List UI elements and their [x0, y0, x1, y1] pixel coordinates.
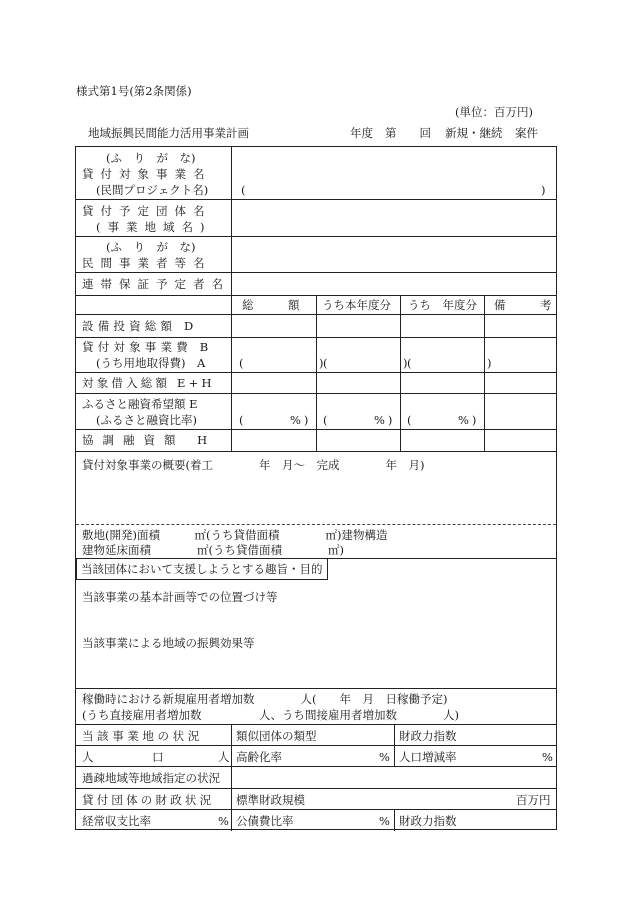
application-form — [75, 146, 557, 830]
col-this-year-header: うち本年度分 — [322, 298, 391, 312]
public-debt-label: 公債費比率 — [236, 814, 294, 828]
land-cost-label: (うち用地取得費) A — [96, 356, 206, 370]
overview-input[interactable] — [80, 475, 550, 521]
case-field: 案件 — [515, 126, 538, 140]
million-yen-unit: 百万円 — [516, 793, 551, 807]
col-year-part-header: うち 年度分 — [408, 298, 477, 312]
furusato-ratio-year-part[interactable]: ( %) — [407, 413, 480, 427]
basic-plan-label: 当該事業の基本計画等での位置づけ等 — [82, 590, 278, 604]
guarantor-input[interactable] — [234, 274, 554, 293]
furigana-label-2: (ふ り が な) — [106, 240, 196, 254]
current-balance-label: 経常収支比率 — [82, 814, 151, 828]
support-purpose-label: 当該団体において支援しようとする趣旨・目的 — [76, 558, 328, 580]
project-name-input[interactable] — [234, 149, 554, 197]
floor-area-label: 建物延床面積 ㎡(うち貸借面積 ㎡) — [82, 543, 344, 557]
col-remarks-header: 備 考 — [494, 298, 552, 312]
employment-line-2: (うち直接雇用者増加数 人、うち間接雇用者増加数 人) — [82, 708, 459, 722]
cooperative-loan-label: 協調融資額 H — [82, 433, 217, 447]
private-operator-label: 民間事業者等名 — [82, 256, 212, 270]
lender-group-label: 貸付予定団体名 — [82, 204, 212, 218]
furusato-ratio-total[interactable]: ( %) — [239, 413, 312, 427]
loan-cost-label: 貸付対象事業費 B — [82, 340, 213, 354]
regional-effect-label: 当該事業による地域の振興効果等 — [82, 636, 255, 650]
furusato-ratio-this-year[interactable]: ( %) — [323, 413, 396, 427]
lender-group-input[interactable] — [234, 201, 554, 234]
standard-finance-label: 標準財政規模 — [236, 793, 305, 807]
fiscal-index-label: 財政力指数 — [399, 729, 457, 743]
furusato-loan-label: ふるさと融資希望額 E — [82, 397, 198, 411]
aging-rate-label: 高齢化率 — [236, 750, 282, 764]
site-status-label: 当該事業地の状況 — [82, 729, 203, 743]
overview-title: 貸付対象事業の概要(着工 年 月～ 完成 年 月) — [82, 458, 425, 472]
project-name-label: 貸付対象事業名 — [82, 167, 212, 181]
unit-label: (単位：百万円) — [455, 105, 533, 119]
employment-line-1: 稼働時における新規雇用者増加数 人( 年 月 日稼働予定) — [82, 692, 448, 706]
furigana-label-1: (ふ り が な) — [106, 151, 196, 165]
fiscal-index-label-2: 財政力指数 — [399, 814, 457, 828]
plan-title: 地域振興民間能力活用事業計画 — [88, 126, 249, 140]
land-cost-total[interactable]: ( ) — [239, 356, 327, 370]
similar-type-label: 類似団体の類型 — [236, 729, 317, 743]
target-borrowing-label: 対象借入総額 E+H — [82, 376, 215, 390]
capital-investment-label: 設備投資総額 D — [82, 319, 198, 333]
project-name-paren-close: ) — [541, 183, 546, 197]
aging-rate-percent: % — [379, 750, 390, 764]
furusato-ratio-label: (ふるさと融資比率) — [96, 413, 197, 427]
col-total-header: 総 額 — [242, 298, 300, 312]
population-change-percent: % — [542, 750, 553, 764]
guarantor-label: 連帯保証予定者名 — [82, 277, 230, 291]
year-field: 年度 — [350, 126, 373, 140]
depopulated-input[interactable] — [234, 768, 554, 786]
public-debt-percent: % — [379, 814, 390, 828]
land-cost-this-year[interactable]: ( ) — [323, 356, 411, 370]
population-change-label: 人口増減率 — [399, 750, 457, 764]
population-unit: 人 — [218, 750, 230, 764]
project-name-paren-open: ( — [241, 183, 246, 197]
private-project-label: (民間プロジェクト名) — [96, 183, 209, 197]
round-field: 第 回 — [385, 126, 431, 140]
depopulated-label: 過疎地域等地域指定の状況 — [82, 771, 220, 785]
site-area-label: 敷地(開発)面積 ㎡(うち貸借面積 ㎡)建物構造 — [82, 528, 388, 542]
current-balance-percent: % — [218, 814, 229, 828]
status-field: 新規・継続 — [445, 126, 503, 140]
region-label: (事業地域名) — [96, 220, 212, 234]
population-label: 人 口 — [82, 750, 170, 764]
private-operator-input[interactable] — [234, 238, 554, 270]
lender-finance-label: 貸付団体の財政状況 — [82, 793, 215, 807]
land-cost-year-part[interactable]: ( ) — [407, 356, 495, 370]
form-number: 様式第1号(第2条関係) — [76, 84, 192, 98]
